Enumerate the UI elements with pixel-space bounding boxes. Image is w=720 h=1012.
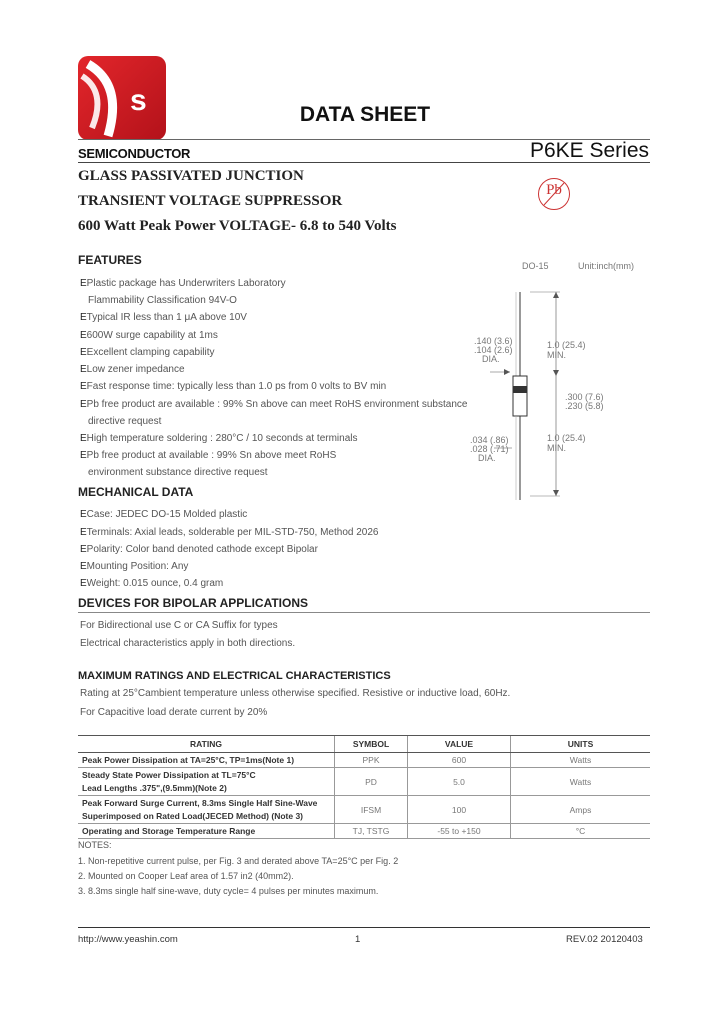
- ratings-text: Rating at 25°Cambient temperature unless otherwise specified. Resistive or inductive load, 60Hz.: [80, 688, 511, 699]
- ys-logo-icon: [78, 56, 166, 140]
- rating-cell: Peak Forward Surge Current, 8.3ms Single Half Sine-Wave Superimposed on Rated Load(JECED Method) (Note 3): [78, 796, 335, 824]
- table-row: [78, 796, 650, 824]
- package-label: DO-15: [522, 261, 549, 271]
- feature-item: EPb free product at available : 99% Sn above meet RoHS: [80, 450, 337, 461]
- features-heading: FEATURES: [78, 253, 142, 267]
- dim-lead-top: 1.0 (25.4) MIN.: [547, 340, 586, 360]
- mechanical-item: EMounting Position: Any: [80, 561, 189, 572]
- value-cell: 100: [408, 796, 511, 824]
- feature-item: EPb free product are available : 99% Sn above can meet RoHS environment substance: [80, 399, 468, 410]
- rating-cell: Steady State Power Dissipation at TL=75°C Lead Lengths .375",(9.5mm)(Note 2): [78, 768, 335, 796]
- subtitle-line: TRANSIENT VOLTAGE SUPPRESSOR: [78, 193, 343, 209]
- company-name: SEMICONDUCTOR: [78, 146, 191, 161]
- table-header-row: [78, 736, 650, 753]
- column-header: UNITS: [511, 736, 651, 753]
- do15-package-drawing: [460, 280, 580, 500]
- ratings-heading: MAXIMUM RATINGS AND ELECTRICAL CHARACTERISTICS: [78, 670, 391, 682]
- mechanical-item: ETerminals: Axial leads, solderable per MIL-STD-750, Method 2026: [80, 527, 379, 538]
- bipolar-text: Electrical characteristics apply in both directions.: [80, 638, 296, 649]
- symbol-cell: PPK: [335, 753, 408, 768]
- feature-item: directive request: [88, 416, 162, 427]
- mechanical-heading: MECHANICAL DATA: [78, 485, 194, 499]
- rating-cell: Peak Power Dissipation at TA=25°C, TP=1ms(Note 1): [78, 753, 335, 768]
- notes-heading: NOTES:: [78, 840, 112, 850]
- table-row: [78, 768, 650, 796]
- subtitle-line: 600 Watt Peak Power VOLTAGE- 6.8 to 540 Volts: [78, 218, 397, 234]
- symbol-cell: TJ, TSTG: [335, 824, 408, 839]
- unit-label: Unit:inch(mm): [578, 261, 635, 271]
- table-row: [78, 824, 650, 839]
- feature-item: ELow zener impedance: [80, 364, 185, 375]
- mechanical-item: ECase: JEDEC DO-15 Molded plastic: [80, 509, 248, 520]
- mechanical-item: EWeight: 0.015 ounce, 0.4 gram: [80, 578, 224, 589]
- dim-lead-dia: .034 (.86) .028 (.71) DIA.: [470, 435, 509, 463]
- page-number: 1: [355, 934, 361, 945]
- value-cell: 600: [408, 753, 511, 768]
- feature-item: E600W surge capability at 1ms: [80, 330, 218, 341]
- series-name: P6KE Series: [529, 139, 649, 162]
- revision: REV.02 20120403: [566, 934, 643, 945]
- svg-text:s: s: [130, 84, 147, 117]
- note-item: 1. Non-repetitive current pulse, per Fig. 3 and derated above TA=25°C per Fig. 2: [78, 856, 399, 866]
- note-item: 3. 8.3ms single half sine-wave, duty cycle= 4 pulses per minutes maximum.: [78, 886, 379, 896]
- symbol-cell: PD: [335, 768, 408, 796]
- table-row: [78, 753, 650, 768]
- footer-divider: [78, 927, 650, 928]
- divider: [78, 162, 650, 163]
- ratings-table: [78, 735, 650, 839]
- feature-item: EPlastic package has Underwriters Laboratory: [80, 278, 286, 289]
- feature-item: EFast response time: typically less than 1.0 ps from 0 volts to BV min: [80, 381, 387, 392]
- units-cell: Amps: [511, 796, 651, 824]
- symbol-cell: IFSM: [335, 796, 408, 824]
- feature-item: EExcellent clamping capability: [80, 347, 215, 358]
- value-cell: -55 to +150: [408, 824, 511, 839]
- mechanical-item: EPolarity: Color band denoted cathode except Bipolar: [80, 544, 318, 555]
- units-cell: Watts: [511, 753, 651, 768]
- column-header: VALUE: [408, 736, 511, 753]
- bipolar-text: For Bidirectional use C or CA Suffix for types: [80, 620, 278, 631]
- divider: [78, 612, 650, 613]
- company-logo: [78, 56, 166, 140]
- feature-item: environment substance directive request: [88, 467, 268, 478]
- footer-url[interactable]: http://www.yeashin.com: [78, 934, 178, 945]
- units-cell: Watts: [511, 768, 651, 796]
- subtitle-line: GLASS PASSIVATED JUNCTION: [78, 168, 304, 184]
- feature-item: Flammability Classification 94V-O: [88, 295, 237, 306]
- feature-item: EHigh temperature soldering : 280°C / 10 seconds at terminals: [80, 433, 358, 444]
- page-title: DATA SHEET: [299, 103, 431, 126]
- dim-lead-bot: 1.0 (25.4) MIN.: [547, 433, 586, 453]
- feature-item: ETypical IR less than 1 μA above 10V: [80, 312, 247, 323]
- note-item: 2. Mounted on Cooper Leaf area of 1.57 in2 (40mm2).: [78, 871, 294, 881]
- dim-body-len: .300 (7.6) .230 (5.8): [565, 392, 604, 411]
- rating-cell: Operating and Storage Temperature Range: [78, 824, 335, 839]
- bipolar-heading: DEVICES FOR BIPOLAR APPLICATIONS: [78, 596, 309, 610]
- ratings-text: For Capacitive load derate current by 20%: [80, 707, 268, 718]
- dim-body-dia: .140 (3.6) .104 (2.6) DIA.: [474, 336, 513, 364]
- column-header: RATING: [78, 736, 335, 753]
- value-cell: 5.0: [408, 768, 511, 796]
- column-header: SYMBOL: [335, 736, 408, 753]
- pb-badge-label: Pb: [546, 182, 562, 198]
- units-cell: °C: [511, 824, 651, 839]
